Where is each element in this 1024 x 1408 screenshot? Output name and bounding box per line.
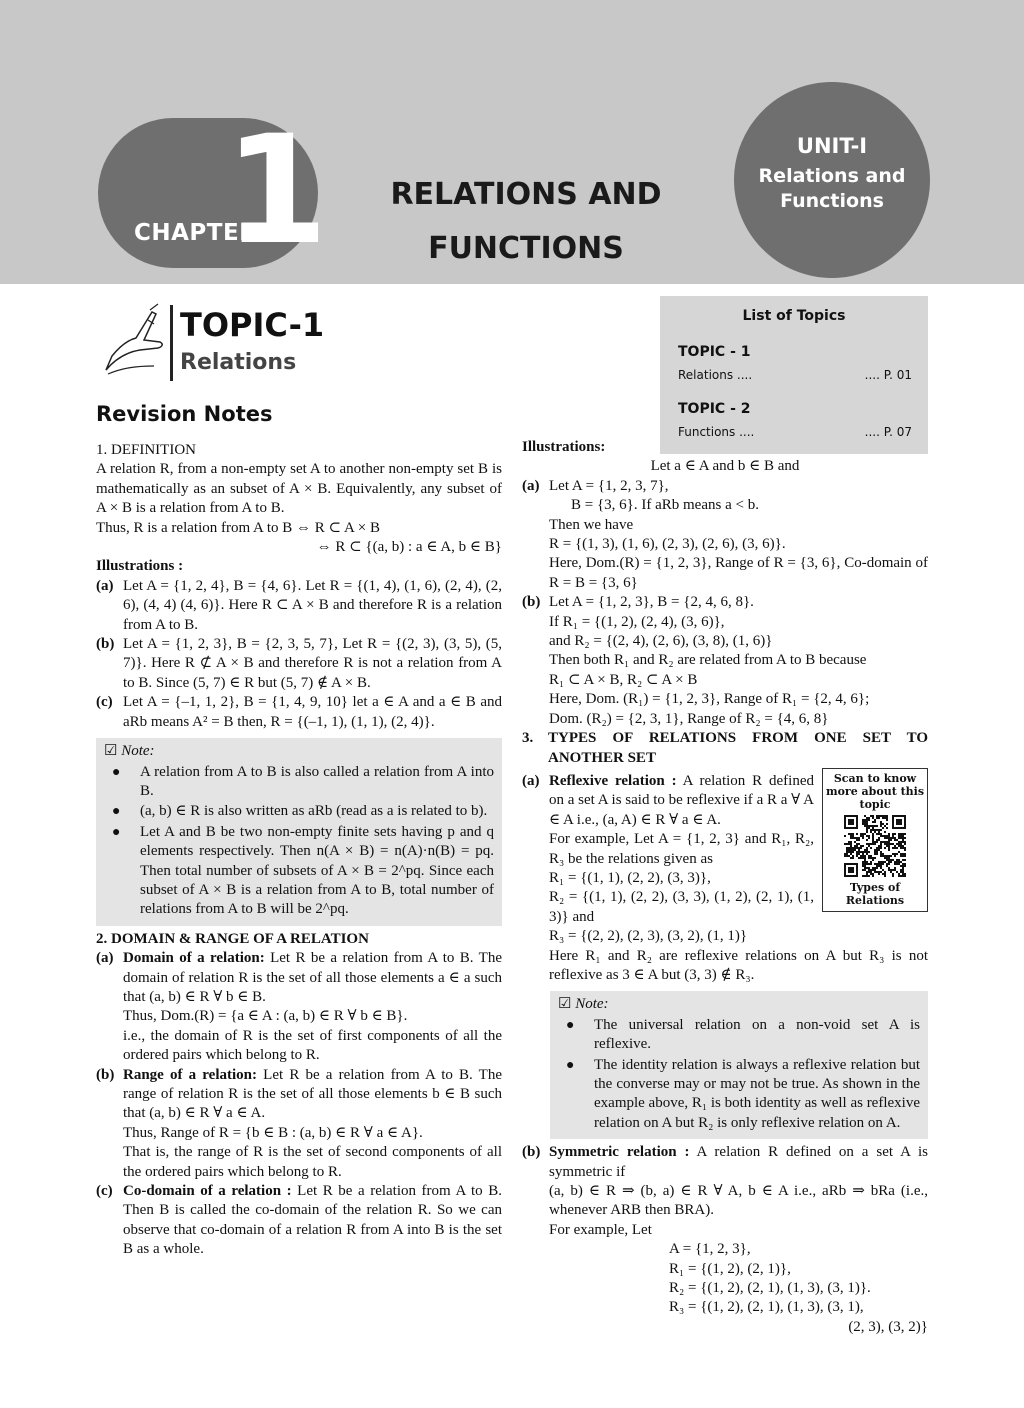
item-line3: That is, the range of R is the set of second components of all the ordered pairs which belong to R. bbox=[123, 1144, 502, 1180]
item-label: (b) bbox=[522, 1144, 541, 1161]
note-title: Note: bbox=[575, 996, 609, 1013]
item-label: (b) bbox=[522, 594, 541, 611]
note-bullet bbox=[104, 823, 494, 920]
item-line: and R₂ = {(2, 4), (2, 6), (3, 8), (1, 6)} bbox=[549, 633, 773, 650]
item-line: Then we have bbox=[549, 516, 634, 533]
item-label: (a) bbox=[522, 477, 540, 494]
equation-line: R₁ = {(1, 2), (2, 1)}, bbox=[669, 1260, 791, 1277]
item-label: (c) bbox=[96, 1183, 113, 1200]
symmetric-item bbox=[522, 1143, 928, 1337]
note-text: (a, b) ∈ R is also written as aRb (read as a is related to b). bbox=[140, 803, 488, 820]
item-line: Here R₁ and R₂ are reflexive relations on A but R₃ is not reflexive as 3 ∈ A but (3, 3) ∉ R₃. bbox=[549, 947, 928, 983]
item-line: Here, Dom.(R) = {1, 2, 3}, Range of R = {3, 6}, Co-domain of R = B = {3, 6} bbox=[549, 555, 928, 591]
item-bold: Co-domain of a relation : bbox=[123, 1183, 292, 1200]
qr-caption-top: Scan to know more about this topic bbox=[825, 771, 925, 811]
left-column bbox=[96, 441, 502, 1260]
item-text: Let R be a relation from A to B. The domain of relation R is the set of all those elements a ∈ a such that (a, b) ∈ R ∀ b ∈ B. bbox=[123, 950, 502, 1005]
item-line: If R₁ = {(1, 2), (2, 4), (3, 6)}, bbox=[549, 613, 725, 630]
item-line: Here, Dom. (R₁) = {1, 2, 3}, Range of R₁ = {2, 4, 6}; bbox=[549, 691, 870, 708]
note-text: The identity relation is always a reflexive relation but the converse may or may not be true. As shown in the example above, R₁ is both identity as well as reflexive relation on A but R₂ is only reflexive relation on A. bbox=[594, 1056, 920, 1131]
item-label: (a) bbox=[96, 577, 114, 594]
revision-notes-heading: Revision Notes bbox=[96, 402, 273, 426]
item-line: R₁ ⊂ A × B, R₂ ⊂ A × B bbox=[549, 671, 698, 688]
item-label: (a) bbox=[96, 950, 114, 967]
item-line: Dom. (R₂) = {2, 3, 1}, Range of R₂ = {4, 6, 8} bbox=[549, 710, 829, 727]
unit-badge bbox=[734, 82, 930, 278]
qr-caption-bottom: Types of Relations bbox=[845, 880, 905, 907]
definition-thus: Thus, R is a relation from A to B ⇔ R ⊂ A × B bbox=[96, 519, 380, 536]
item-bold: Symmetric relation : bbox=[549, 1144, 690, 1161]
section-domain-range-title: 2. DOMAIN & RANGE OF A RELATION bbox=[96, 930, 369, 947]
toc-item-label: Relations .... bbox=[678, 368, 753, 382]
chapter-number: 1 bbox=[224, 104, 329, 278]
item-label: (b) bbox=[96, 1066, 115, 1083]
item-label: (c) bbox=[96, 694, 113, 711]
item-bold: Reflexive relation : bbox=[549, 772, 677, 789]
bullet-icon: ● bbox=[112, 764, 121, 780]
checkbox-icon: ☑ bbox=[558, 996, 572, 1013]
chapter-title-line2: FUNCTIONS bbox=[428, 231, 624, 266]
definition-paragraph: A relation R, from a non-empty set A to another non-empty set B is mathematically as an subset of A × B. Equivalently, any subset of A × B is a relation from A to B. bbox=[96, 461, 502, 517]
item-text: Let R be a relation from A to B. Then B is called the co-domain of the relation R. So we can observe that co-domain of a relation R from A into B is the set B as a whole. bbox=[123, 1183, 502, 1258]
item-text: Let A = {–1, 1, 2}, B = {1, 4, 9, 10} let a ∈ A and a ∈ B and aRb means A² = B then, R = {(–1, 1), (1, 1), (2, 4)}. bbox=[123, 694, 502, 730]
item-label: (a) bbox=[522, 772, 540, 789]
illustration-item bbox=[96, 693, 502, 732]
chapter-title-line1: RELATIONS AND bbox=[390, 177, 662, 212]
note-title: Note: bbox=[121, 743, 155, 760]
section-number: 3. bbox=[522, 730, 534, 747]
item-line: Let A = {1, 2, 3, 7}, bbox=[549, 477, 669, 494]
note-bullet bbox=[558, 1016, 920, 1055]
chapter-badge bbox=[98, 104, 329, 278]
item-line: B = {3, 6}. If aRb means a < b. bbox=[571, 497, 759, 514]
equation-line: A = {1, 2, 3}, bbox=[669, 1241, 751, 1258]
toc-item-label: Functions .... bbox=[678, 425, 755, 439]
equation-line: R₃ = {(1, 2), (2, 1), (1, 3), (3, 1), bbox=[669, 1299, 864, 1316]
toc-item[interactable] bbox=[678, 425, 912, 439]
bullet-icon: ● bbox=[566, 1017, 575, 1033]
chapter-title bbox=[350, 168, 702, 276]
note-text: Let A and B be two non-empty finite sets having p and q elements respectively. Then n(A × B) = n(A)·n(B) = pq. Then total number of subsets of A × B = 2^pq. Since each subset of A × B is a relation from A to B, total number of relations from A to B will be 2^pq. bbox=[140, 823, 494, 918]
item-line: For example, Let A = {1, 2, 3} and R₁, R₂, R₃ be the relations given as bbox=[549, 831, 814, 867]
toc-item-page: .... P. 01 bbox=[864, 368, 912, 382]
illustrations-intro: Let a ∈ A and b ∈ B and bbox=[650, 458, 800, 475]
definition-thus-2: ⇔ R ⊂ {(a, b) : a ∈ A, b ∈ B} bbox=[316, 539, 502, 556]
note-bullet bbox=[558, 1056, 920, 1134]
qr-code-box[interactable] bbox=[822, 768, 928, 912]
section-title: TYPES OF RELATIONS FROM ONE SET TO ANOTHER SET bbox=[548, 730, 928, 766]
domain-item bbox=[96, 949, 502, 1065]
toc-item-page: .... P. 07 bbox=[864, 425, 912, 439]
item-line2: Thus, Dom.(R) = {a ∈ A : (a, b) ∈ R ∀ b ∈ B}. bbox=[123, 1008, 408, 1025]
unit-name-line1: Relations and bbox=[758, 165, 906, 187]
illustration-item bbox=[96, 635, 502, 693]
item-line: R₂ = {(1, 1), (2, 2), (3, 3), (1, 2), (2, 1), (1, 3)} and bbox=[549, 889, 814, 925]
section-definition-title: 1. DEFINITION bbox=[96, 442, 196, 458]
section-types-title bbox=[522, 729, 928, 768]
chapter-word: CHAPTER bbox=[134, 220, 258, 246]
item-text: A relation R defined on a set A is said to be reflexive if a R a ∀ A ∈ A i.e., (a, A) ∈ R ∀ a ∈ A. bbox=[549, 772, 814, 828]
item-line: (a, b) ∈ R ⇒ (b, a) ∈ R ∀ A, b ∈ A i.e., aRb ⇒ bRa (i.e., whenever ARB then BRA). bbox=[549, 1183, 928, 1219]
item-line: R = {(1, 3), (1, 6), (2, 3), (2, 6), (3, 6)}. bbox=[549, 536, 786, 553]
item-line: Let A = {1, 2, 3}, B = {2, 4, 6, 8}. bbox=[549, 594, 754, 611]
item-line: Then both R₁ and R₂ are related from A to B because bbox=[549, 652, 867, 669]
list-of-topics-title: List of Topics bbox=[742, 308, 846, 324]
bullet-icon: ● bbox=[566, 1057, 575, 1073]
illustrations-title: Illustrations: bbox=[522, 439, 606, 455]
range-item bbox=[96, 1066, 502, 1182]
writing-hand-icon bbox=[98, 300, 168, 380]
item-line2: Thus, Range of R = {b ∈ B : (a, b) ∈ R ∀ a ∈ A}. bbox=[123, 1124, 423, 1141]
note-text: The universal relation on a non-void set A is reflexive. bbox=[594, 1016, 920, 1053]
item-line: For example, Let bbox=[549, 1221, 652, 1238]
toc-topic2-heading: TOPIC - 2 bbox=[678, 401, 751, 417]
topic-heading: TOPIC-1 bbox=[180, 306, 325, 344]
item-text: Let A = {1, 2, 3}, B = {2, 3, 5, 7}, Let R = {(2, 3), (3, 5), (5, 7)}. Here R ⊄ A × B and therefore R is not a relation from A to B. Since (5, 7) ∈ R but (5, 7) ∉ A × B. bbox=[123, 636, 502, 691]
item-label: (b) bbox=[96, 636, 115, 653]
note-text: A relation from A to B is also called a relation from A into B. bbox=[140, 763, 494, 799]
topic-divider bbox=[170, 305, 173, 381]
unit-number: UNIT-I bbox=[796, 134, 868, 158]
item-line: R₁ = {(1, 1), (2, 2), (3, 3)}, bbox=[549, 869, 711, 886]
bullet-icon: ● bbox=[112, 824, 121, 840]
illustration-item bbox=[96, 577, 502, 635]
checkbox-icon: ☑ bbox=[104, 743, 118, 760]
note-box bbox=[96, 738, 502, 926]
unit-name-line2: Functions bbox=[780, 190, 884, 212]
note-box bbox=[550, 991, 928, 1139]
toc-topic1-heading: TOPIC - 1 bbox=[678, 344, 751, 360]
item-line3: i.e., the domain of R is the set of first components of all the ordered pairs which belong to R. bbox=[123, 1027, 502, 1064]
item-text: Let R be a relation from A to B. The range of relation R is the set of all those elements b ∈ B such that (a, b) ∈ R ∀ a ∈ A. bbox=[123, 1066, 502, 1122]
item-text: A relation R defined on a set A is symmetric if bbox=[549, 1144, 928, 1180]
bullet-icon: ● bbox=[112, 804, 121, 820]
equation-line: (2, 3), (3, 2)} bbox=[848, 1318, 928, 1335]
illustrations-title: Illustrations : bbox=[96, 558, 184, 575]
reflexive-item bbox=[522, 772, 928, 985]
chapter-header bbox=[0, 0, 1024, 284]
item-bold: Domain of a relation: bbox=[123, 950, 265, 967]
item-line: R₃ = {(2, 2), (2, 3), (3, 2), (1, 1)} bbox=[549, 928, 748, 945]
right-column bbox=[522, 438, 928, 1337]
toc-item[interactable] bbox=[678, 368, 912, 382]
note-bullet bbox=[104, 802, 494, 821]
item-bold: Range of a relation: bbox=[123, 1066, 258, 1083]
item-text: Let A = {1, 2, 4}, B = {4, 6}. Let R = {(1, 4), (1, 6), (2, 4), (2, 6), (4, 4) (4, 6)}. Here R ⊂ A × B and therefore R is a relation from A to B. bbox=[123, 577, 502, 633]
list-of-topics bbox=[660, 296, 928, 454]
topic-subheading: Relations bbox=[180, 350, 297, 375]
codomain-item bbox=[96, 1182, 502, 1260]
equation-line: R₂ = {(1, 2), (2, 1), (1, 3), (3, 1)}. bbox=[669, 1280, 871, 1297]
illustration-item bbox=[522, 593, 928, 729]
note-bullet bbox=[104, 763, 494, 802]
illustration-item bbox=[522, 477, 928, 593]
qr-code-icon bbox=[844, 815, 906, 877]
